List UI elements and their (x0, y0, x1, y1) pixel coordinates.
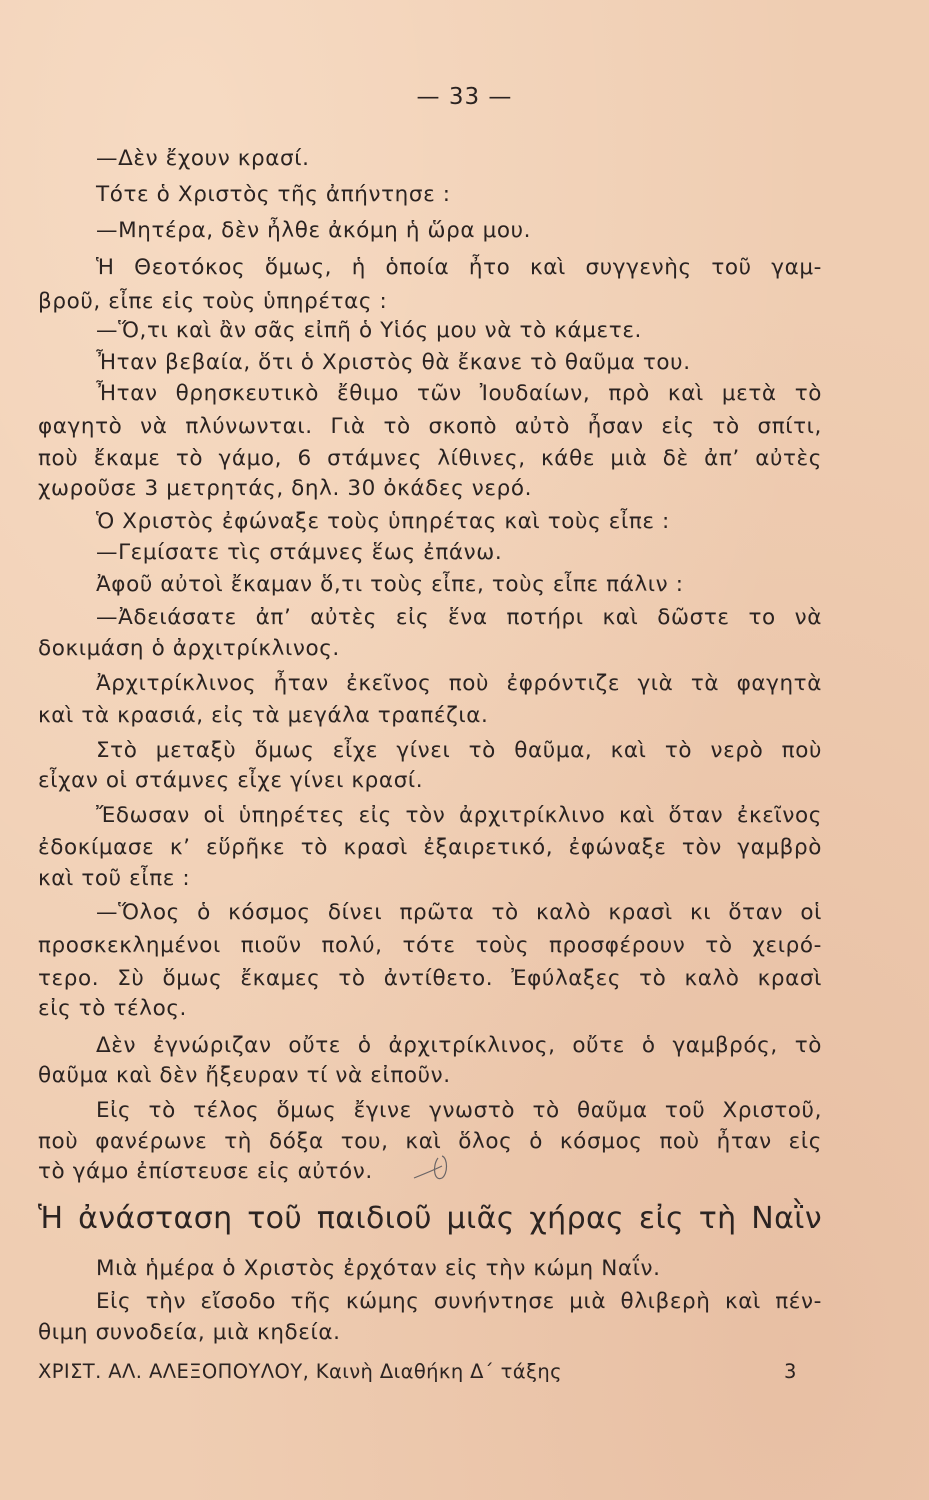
text-line: Ἀρχιτρίκλινος ἦταν ἐκεῖνος ποὺ ἐφρόντιζε γιὰ τὰ φαγητὰ (96, 671, 822, 696)
text-line: θαῦμα καὶ δὲν ἤξευραν τί νὰ εἰποῦν. (38, 1063, 451, 1088)
text-line: ποὺ ἔκαμε τὸ γάμο, 6 στάμνες λίθινες, κάθε μιὰ δὲ ἀπ’ αὐτὲς (38, 446, 822, 471)
text-line: —Ἀδειάσατε ἀπ’ αὐτὲς εἰς ἕνα ποτήρι καὶ δῶστε το νὰ (96, 605, 822, 630)
text-line: Εἰς τὸ τέλος ὅμως ἔγινε γνωστὸ τὸ θαῦμα τοῦ Χριστοῦ, (96, 1098, 822, 1123)
text-line: —Ὅ,τι καὶ ἂν σᾶς εἰπῆ ὁ Υἱός μου νὰ τὸ κάμετε. (96, 318, 642, 343)
text-line: ἐδοκίμασε κ’ εὕρῆκε τὸ κρασὶ ἐξαιρετικό, ἐφώναξε τὸν γαμβρὸ (38, 835, 822, 860)
text-line: —Γεμίσατε τὶς στάμνες ἕως ἐπάνω. (96, 540, 503, 565)
text-line: βροῦ, εἶπε εἰς τοὺς ὑπηρέτας : (38, 289, 388, 314)
text-line: ποὺ φανέρωνε τὴ δόξα του, καὶ ὅλος ὁ κόσμος ποὺ ἦταν εἰς (38, 1129, 822, 1154)
footer-text: ΧΡΙΣΤ. ΑΛ. ΑΛΕΞΟΠΟΥΛΟΥ, Καινὴ Διαθήκη Δ΄ τάξης (38, 1360, 562, 1383)
text-line: Εἰς τὴν εἴσοδο τῆς κώμης συνήντησε μιὰ θλιβερὴ καὶ πέν- (96, 1289, 822, 1314)
text-line: Ἡ Θεοτόκος ὅμως, ἡ ὁποία ἦτο καὶ συγγενὴς τοῦ γαμ- (96, 255, 822, 280)
text-line: Τότε ὁ Χριστὸς τῆς ἀπήντησε : (96, 182, 451, 207)
text-line: τερο. Σὺ ὅμως ἔκαμες τὸ ἀντίθετο. Ἐφύλαξες τὸ καλὸ κρασὶ (38, 966, 822, 991)
text-line: καὶ τὰ κρασιά, εἰς τὰ μεγάλα τραπέζια. (38, 703, 489, 728)
text-line: προσκεκλημένοι πιοῦν πολύ, τότε τοὺς προσφέρουν τὸ χειρό- (38, 933, 822, 958)
text-line: τὸ γάμο ἐπίστευσε εἰς αὐτόν. (38, 1159, 373, 1184)
text-line: χωροῦσε 3 μετρητάς, δηλ. 30 ὀκάδες νερό. (38, 476, 533, 501)
text-line: θιμη συνοδεία, μιὰ κηδεία. (38, 1320, 341, 1345)
signature-mark: 3 (784, 1360, 797, 1383)
text-line: καὶ τοῦ εἶπε : (38, 866, 191, 891)
text-line: —Μητέρα, δὲν ἦλθε ἀκόμη ἡ ὥρα μου. (96, 218, 532, 243)
text-line: —Δὲν ἔχουν κρασί. (96, 146, 310, 171)
text-line: φαγητὸ νὰ πλύνωνται. Γιὰ τὸ σκοπὸ αὐτὸ ἦσαν εἰς τὸ σπίτι, (38, 414, 822, 439)
text-line: δοκιμάση ὁ ἀρχιτρίκλινος. (38, 636, 340, 661)
text-line: εἶχαν οἱ στάμνες εἶχε γίνει κρασί. (38, 768, 424, 793)
text-line: Μιὰ ἡμέρα ὁ Χριστὸς ἐρχόταν εἰς τὴν κώμη Ναΐν. (96, 1256, 661, 1281)
text-line: Ἦταν θρησκευτικὸ ἔθιμο τῶν Ἰουδαίων, πρὸ καὶ μετὰ τὸ (96, 381, 822, 406)
text-line: εἰς τὸ τέλος. (38, 996, 187, 1021)
page-number: — 33 — (416, 84, 513, 110)
text-line: Ἀφοῦ αὐτοὶ ἔκαμαν ὅ,τι τοὺς εἶπε, τοὺς εἶπε πάλιν : (96, 572, 684, 597)
pencil-mark (412, 1148, 462, 1188)
text-line: Στὸ μεταξὺ ὅμως εἶχε γίνει τὸ θαῦμα, καὶ τὸ νερὸ ποὺ (96, 738, 822, 763)
text-line: Ἔδωσαν οἱ ὑπηρέτες εἰς τὸν ἀρχιτρίκλινο καὶ ὅταν ἐκεῖνος (96, 803, 822, 828)
text-line: Δὲν ἐγνώριζαν οὔτε ὁ ἀρχιτρίκλινος, οὔτε ὁ γαμβρός, τὸ (96, 1033, 822, 1058)
section-heading: Ἡ ἀνάσταση τοῦ παιδιοῦ μιᾶς χήρας εἰς τὴ Ναῒν (38, 1201, 822, 1236)
text-line: —Ὅλος ὁ κόσμος δίνει πρῶτα τὸ καλὸ κρασὶ κι ὅταν οἱ (96, 900, 822, 925)
text-line: Ὁ Χριστὸς ἐφώναξε τοὺς ὑπηρέτας καὶ τοὺς εἶπε : (96, 509, 670, 534)
text-line: Ἦταν βεβαία, ὅτι ὁ Χριστὸς θὰ ἔκανε τὸ θαῦμα του. (96, 350, 691, 375)
